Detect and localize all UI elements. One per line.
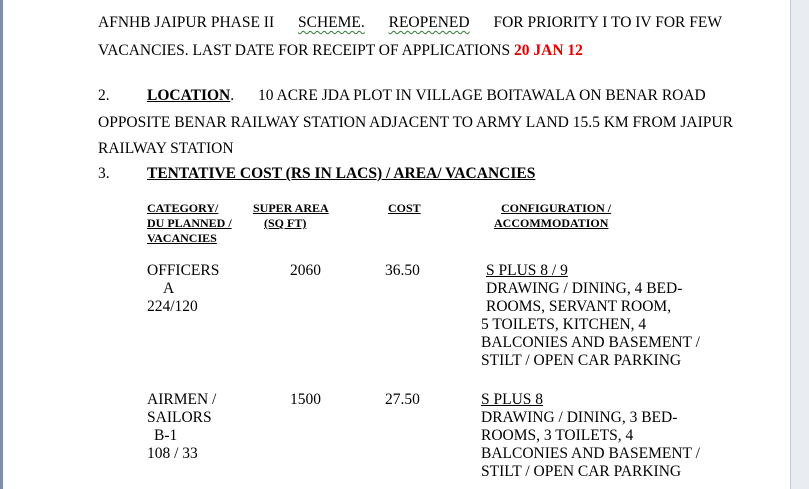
location-heading-punct: . bbox=[230, 87, 235, 104]
page-edge-scroll-area[interactable] bbox=[790, 0, 809, 489]
row1-config-l1: DRAWING / DINING, 4 BED- bbox=[486, 280, 683, 297]
row2-cost: 27.50 bbox=[385, 391, 420, 408]
row1-config-l3: 5 TOILETS, KITCHEN, 4 bbox=[481, 316, 647, 333]
row1-area: 2060 bbox=[290, 262, 321, 279]
section2-line-2: OPPOSITE BENAR RAILWAY STATION ADJACENT TO ARMY LAND 15.5 KM FROM JAIPUR bbox=[98, 114, 733, 131]
section2-line-3: RAILWAY STATION bbox=[98, 140, 234, 157]
section2-heading bbox=[147, 87, 234, 105]
row1-config-l2: ROOMS, SERVANT ROOM, bbox=[486, 298, 672, 315]
row2-category-l4: 108 / 33 bbox=[147, 445, 198, 462]
row2-category-l1: AIRMEN / bbox=[147, 391, 217, 408]
left-ruler bbox=[0, 0, 3, 489]
header-cost: COST bbox=[388, 201, 421, 215]
intro-line-2 bbox=[98, 42, 583, 60]
row1-cost: 36.50 bbox=[385, 262, 420, 279]
header-config-l2: ACCOMMODATION bbox=[494, 216, 609, 230]
row2-config-l2: ROOMS, 3 TOILETS, 4 bbox=[481, 427, 634, 444]
deadline-date: 20 JAN 12 bbox=[514, 42, 583, 59]
row2-config-l3: BALCONIES AND BASEMENT / bbox=[481, 445, 700, 462]
row2-area: 1500 bbox=[290, 391, 321, 408]
row2-config-l1: DRAWING / DINING, 3 BED- bbox=[481, 409, 678, 426]
section2-line-1-text: 10 ACRE JDA PLOT IN VILLAGE BOITAWALA ON BENAR ROAD bbox=[258, 87, 706, 104]
section2-number: 2. bbox=[98, 87, 110, 104]
row2-category-l2: SAILORS bbox=[147, 409, 212, 426]
row1-category-l1: OFFICERS bbox=[147, 262, 220, 279]
row1-category-l2: A bbox=[163, 280, 175, 297]
intro-text-deadline-label: VACANCIES. LAST DATE FOR RECEIPT OF APPLICATIONS bbox=[98, 42, 511, 59]
header-area-l2: (SQ FT) bbox=[264, 216, 307, 230]
intro-word-scheme: SCHEME. bbox=[298, 14, 365, 31]
section3-number: 3. bbox=[98, 165, 110, 182]
header-category-l2: DU PLANNED / bbox=[147, 216, 232, 230]
row1-config-title: S PLUS 8 / 9 bbox=[486, 262, 568, 279]
header-category-l1: CATEGORY/ bbox=[147, 201, 219, 215]
intro-text-pre: AFNHB JAIPUR PHASE II bbox=[98, 14, 275, 31]
header-category-l3: VACANCIES bbox=[147, 231, 217, 245]
header-area-l1: SUPER AREA bbox=[253, 201, 329, 215]
intro-line-1 bbox=[98, 14, 722, 32]
intro-text-post: FOR PRIORITY I TO IV FOR FEW bbox=[493, 14, 722, 31]
section3-heading: TENTATIVE COST (RS IN LACS) / AREA/ VACANCIES bbox=[147, 165, 536, 182]
row1-config-l4: BALCONIES AND BASEMENT / bbox=[481, 334, 700, 351]
row1-config-l5: STILT / OPEN CAR PARKING bbox=[481, 352, 682, 369]
row2-config-l4: STILT / OPEN CAR PARKING bbox=[481, 463, 682, 480]
row1-category-l3: 224/120 bbox=[147, 298, 198, 315]
row2-config-title: S PLUS 8 bbox=[481, 391, 544, 408]
section2-line-1 bbox=[258, 87, 722, 105]
intro-word-reopened: REOPENED bbox=[388, 14, 470, 31]
row2-category-l3: B-1 bbox=[154, 427, 178, 444]
location-heading: LOCATION bbox=[147, 87, 231, 104]
header-config-l1: CONFIGURATION / bbox=[501, 201, 612, 215]
